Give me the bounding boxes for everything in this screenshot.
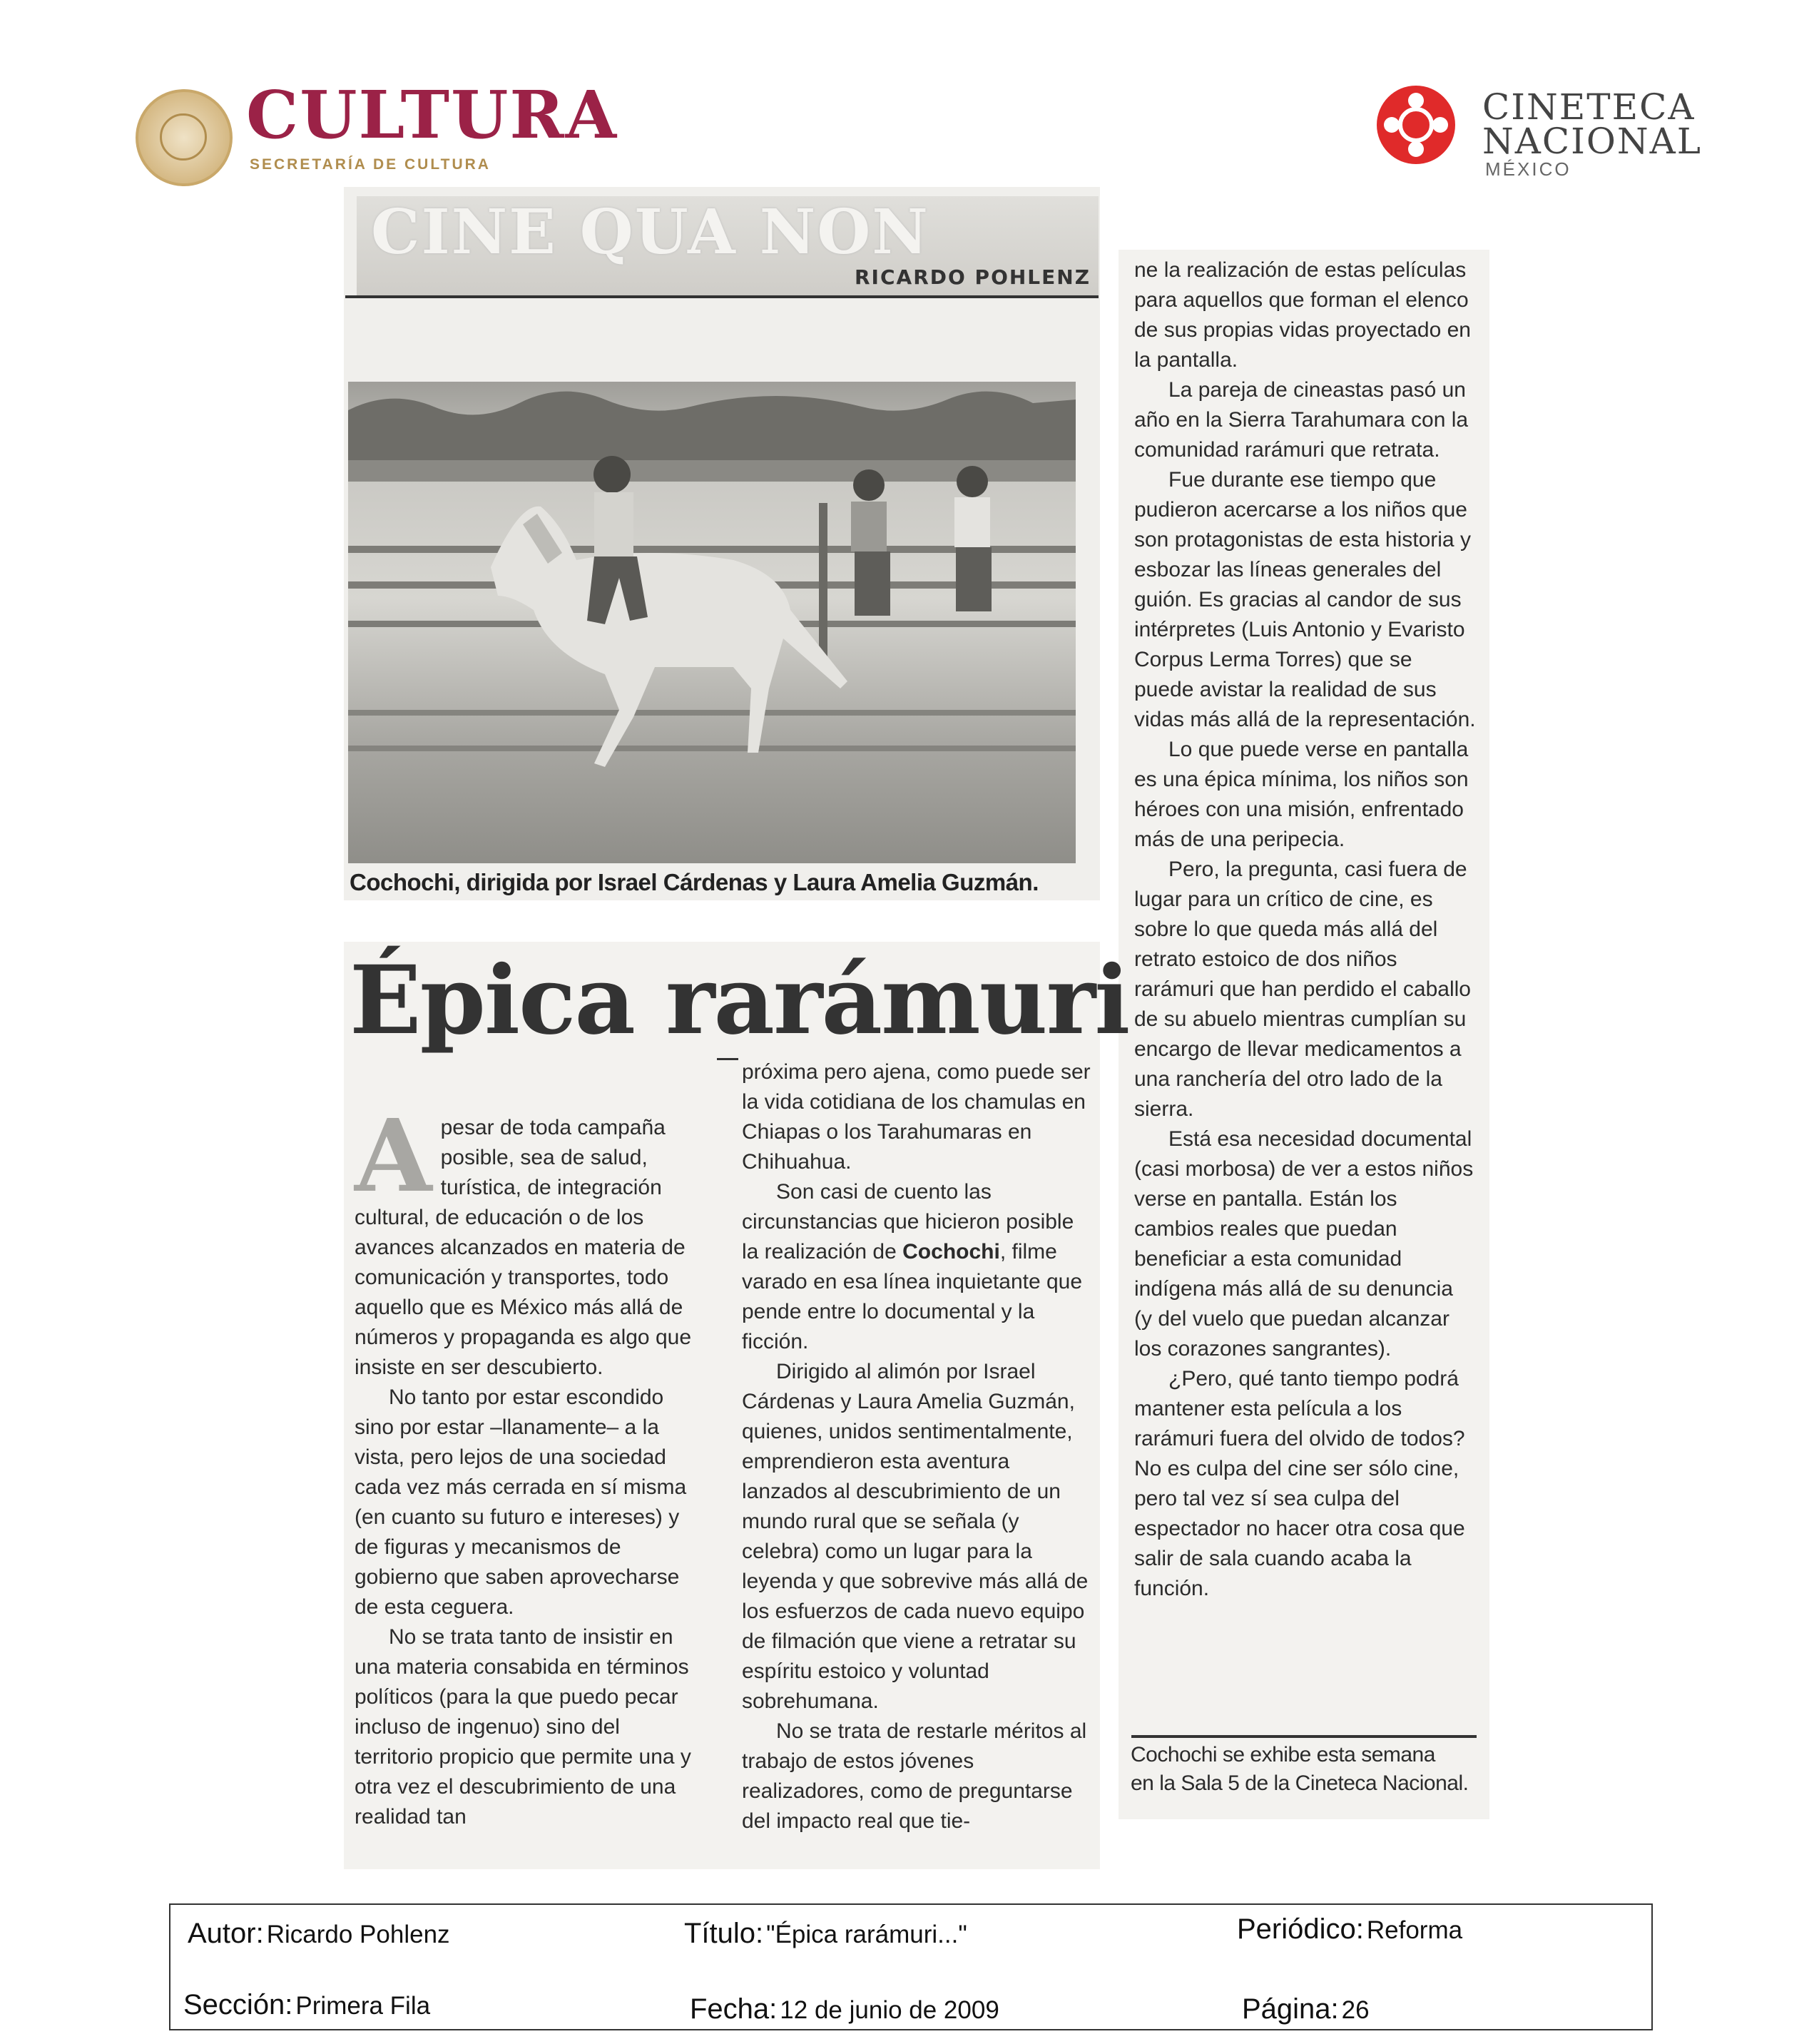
meta-titulo: Título: "Épica rarámuri..."	[684, 1918, 967, 1949]
paragraph: Son casi de cuento las circunstancias que hicieron posible la realización de Cochochi, filme varado en esa línea inquietante que pende entre lo documental y la ficción.	[742, 1180, 1083, 1353]
paragraph: Pero, la pregunta, casi fuera de lugar para un crítico de cine, es sobre lo que queda más allá del retrato estoico de dos niños rarámuri que han perdido el caballo de su abuelo mientras cumplían su encargo de llevar medicamentos a una ranchería del otro lado de la sierra.	[1134, 858, 1471, 1121]
column-title: CINE QUA NON	[371, 196, 929, 268]
screening-note: Cochochi se exhibe esta semana en la Sala 5 de la Cineteca Nacional.	[1131, 1743, 1469, 1795]
drop-cap: A	[355, 1098, 432, 1215]
paragraph: No se trata tanto de insistir en una materia consabida en términos políticos (para la que puedo pecar incluso de ingenuo) sino del territorio propicio que permite una y otra vez el descubrimiento de una realidad tan	[355, 1625, 691, 1829]
film-reel-icon	[1377, 86, 1455, 164]
meta-autor: Autor: Ricardo Pohlenz	[188, 1918, 450, 1949]
paragraph: Dirigido al alimón por Israel Cárdenas y Laura Amelia Guzmán, quienes, unidos sentimentalmente, emprendieron esta aventura lanzados al descubrimiento de un mundo rural que se señala (y celebra) como un lugar para la leyenda y que sobrevive más allá de los esfuerzos de cada nuevo equipo de filmación que viene a retratar su espíritu estoico y voluntad sobrehumana.	[742, 1360, 1089, 1713]
cultura-logo	[136, 76, 621, 182]
meta-periodico: Periódico: Reforma	[1237, 1913, 1463, 1945]
mexico-seal-icon	[136, 89, 233, 186]
clipping-metadata-table	[169, 1903, 1653, 2030]
cineteca-logo	[1377, 86, 1702, 185]
paragraph: Está esa necesidad documental (casi morbosa) de ver a estos niños verse en pantalla. Están los cambios reales que puedan beneficiar a esta comunidad indígena más allá de su denuncia (y del vuelo que puedan alcanzar los corazones sangrantes).	[1134, 1127, 1474, 1361]
horse-rider-illustration	[348, 382, 1076, 863]
paragraph: No tanto por estar escondido sino por estar –llanamente– a la vista, pero lejos de una sociedad cada vez más cerrada en sí misma (en cuanto su futuro e intereses) y de figuras y mecanismos de gobierno que saben aprovecharse de esta ceguera.	[355, 1385, 687, 1619]
paragraph: La pareja de cineastas pasó un año en la Sierra Tarahumara con la comunidad rarámuri que retrata.	[1134, 378, 1469, 462]
meta-seccion: Sección: Primera Fila	[183, 1989, 431, 2020]
paragraph: ne la realización de estas películas para aquellos que forman el elenco de sus propias vidas proyectado en la pantalla.	[1134, 258, 1471, 372]
paragraph: ¿Pero, qué tanto tiempo podrá mantener esta película a los rarámuri fuera del olvido de todos? No es culpa del cine ser sólo cine, pero tal vez sí sea culpa del espectador no hacer otra cosa que salir de sala cuando acaba la función.	[1134, 1367, 1465, 1600]
note-rule	[1131, 1735, 1477, 1738]
paragraph: No se trata de restarle méritos al trabajo de estos jóvenes realizadores, como de preguntarse del impacto real que tie-	[742, 1719, 1087, 1833]
paragraph: pesar de toda campaña posible, sea de salud, turística, de integración cultural, de educación o de los avances alcanzados en materia de comunicación y transportes, todo aquello que es México más allá de números y propaganda es algo que insiste en ser descubierto.	[355, 1116, 692, 1379]
meta-fecha: Fecha: 12 de junio de 2009	[690, 1993, 999, 2025]
cultura-wordmark: CULTURA	[246, 76, 618, 153]
paragraph: Fue durante ese tiempo que pudieron acercarse a los niños que son protagonistas de esta historia y esbozar las líneas generales del guión. Es gracias al candor de sus intérpretes (Luis Antonio y Evaristo Corpus Lerma Torres) que se puede avistar la realidad de sus vidas más allá de la representación.	[1134, 468, 1476, 731]
masthead-rule	[345, 295, 1099, 298]
paragraph: Lo que puede verse en pantalla es una épica mínima, los niños son héroes con una misión, enfrentado más de una peripecia.	[1134, 738, 1469, 851]
cineteca-country: MÉXICO	[1485, 158, 1571, 180]
article-column-1	[355, 1098, 701, 1832]
column-author: RICARDO POHLENZ	[855, 265, 1091, 289]
cineteca-wordmark: CINETECA NACIONAL	[1482, 86, 1702, 162]
paragraph: próxima pero ajena, como puede ser la vida cotidiana de los chamulas en Chiapas o los Tarahumaras en Chihuahua.	[742, 1060, 1091, 1174]
photo-caption: Cochochi, dirigida por Israel Cárdenas y Laura Amelia Guzmán.	[350, 869, 1039, 895]
cultura-subtitle: SECRETARÍA DE CULTURA	[250, 156, 491, 173]
film-title: Cochochi	[902, 1240, 1000, 1263]
film-still-photo	[348, 382, 1076, 863]
meta-pagina: Página: 26	[1242, 1993, 1370, 2025]
article-column-3	[1134, 255, 1477, 1604]
headline-rule	[717, 1058, 738, 1060]
article-column-2	[742, 1057, 1091, 1836]
article-headline: Épica rarámuri	[350, 945, 1129, 1056]
